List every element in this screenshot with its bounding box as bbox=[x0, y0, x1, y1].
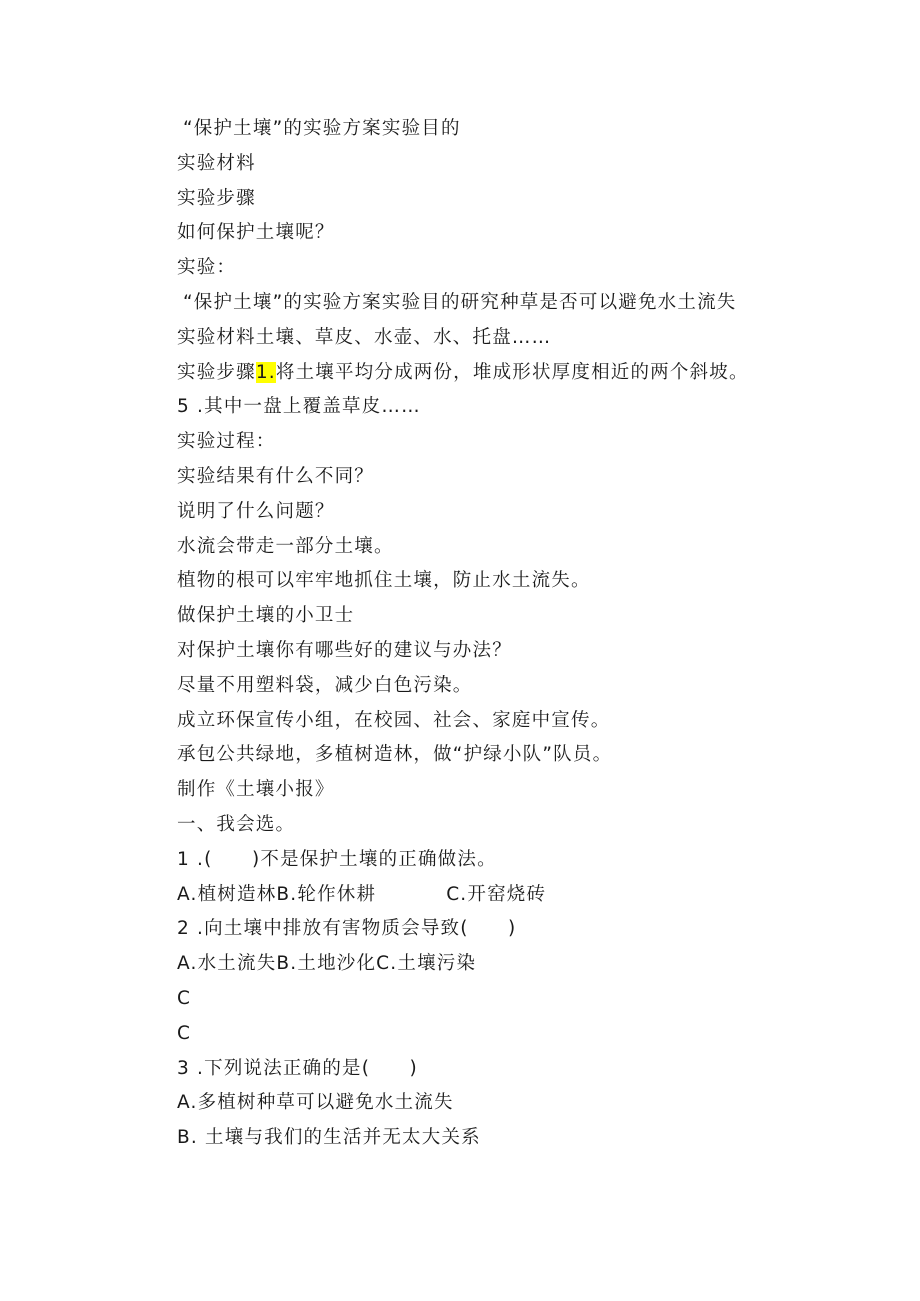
exercise-options-2: A.水土流失B.土地沙化C.土壤污染 bbox=[177, 953, 477, 975]
exercise-options-1 bbox=[177, 878, 817, 913]
steps-text: 将土壤平均分成两份，堆成形状厚度相近的两个斜坡。 bbox=[275, 361, 749, 383]
text-line: 实验材料土壤、草皮、水壶、水、托盘…… bbox=[177, 326, 552, 348]
options-left: A.植树造林B.轮作休耕 bbox=[177, 883, 377, 905]
heading-plan-2: “保护土壤”的实验方案实验目的研究种草是否可以避免水土流失 bbox=[183, 291, 737, 313]
options-right: C.开窑烧砖 bbox=[446, 883, 547, 905]
document-body bbox=[177, 112, 817, 1156]
question-line: 如何保护土壤呢？ bbox=[177, 222, 335, 244]
heading-plan-1: “保护土壤”的实验方案实验目的 bbox=[183, 118, 461, 139]
exercise-option-a: A.多植树种草可以避免水土流失 bbox=[177, 1092, 454, 1114]
text-line: 成立环保宣传小组，在校园、社会、家庭中宣传。 bbox=[177, 709, 611, 731]
exercise-section-title: 一、我会选。 bbox=[177, 813, 296, 835]
exercise-question-1: 1 .( )不是保护土壤的正确做法。 bbox=[177, 848, 497, 870]
question-line: 实验结果有什么不同？ bbox=[177, 465, 375, 487]
section-title: 做保护土壤的小卫士 bbox=[177, 605, 355, 627]
text-line: 实验材料 bbox=[177, 152, 256, 174]
answer-line: C bbox=[177, 1022, 192, 1044]
text-line: 实验过程： bbox=[177, 431, 276, 453]
exercise-option-b: B. 土壤与我们的生活并无太大关系 bbox=[177, 1127, 481, 1149]
text-line: 尽量不用塑料袋，减少白色污染。 bbox=[177, 674, 473, 696]
answer-line: C bbox=[177, 987, 192, 1009]
text-line: 5 .其中一盘上覆盖草皮…… bbox=[177, 396, 421, 418]
text-line: 制作《土壤小报》 bbox=[177, 779, 335, 801]
text-line: 实验： bbox=[177, 257, 237, 279]
text-line: 实验步骤 bbox=[177, 187, 256, 209]
text-line: 植物的根可以牢牢地抓住土壤，防止水土流失。 bbox=[177, 570, 591, 592]
question-line: 对保护土壤你有哪些好的建议与办法？ bbox=[177, 639, 512, 661]
highlighted-step-number: 1. bbox=[255, 361, 276, 383]
steps-label: 实验步骤 bbox=[177, 361, 256, 383]
question-line: 说明了什么问题？ bbox=[177, 500, 335, 522]
exercise-question-3: 3 .下列说法正确的是( ) bbox=[177, 1057, 418, 1079]
exercise-question-2: 2 .向土壤中排放有害物质会导致( ) bbox=[177, 918, 517, 940]
text-line: 承包公共绿地，多植树造林，做“护绿小队”队员。 bbox=[177, 744, 613, 766]
steps-line bbox=[177, 356, 817, 391]
text-line: 水流会带走一部分土壤。 bbox=[177, 535, 394, 557]
